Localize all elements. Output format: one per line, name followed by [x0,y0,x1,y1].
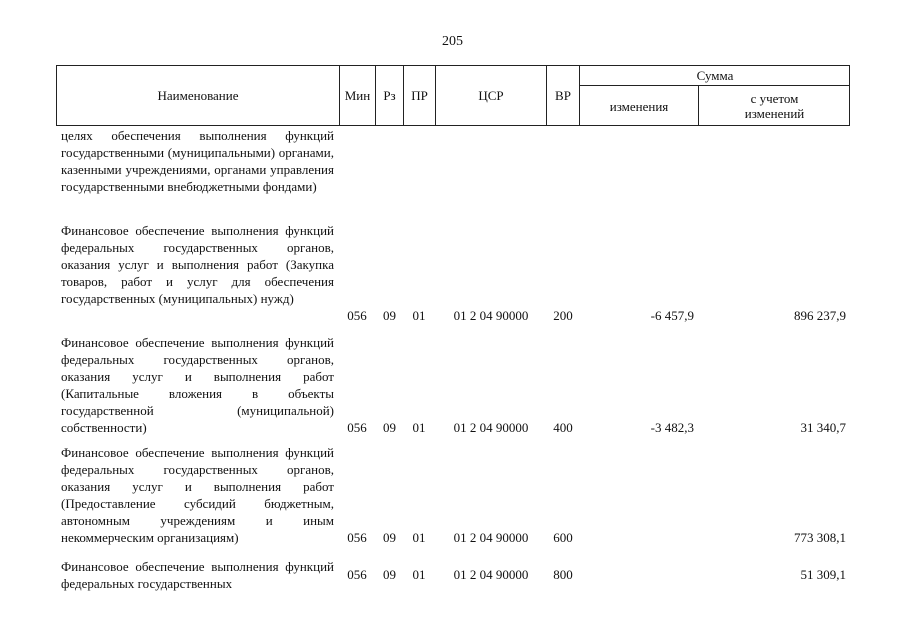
row-csr: 01 2 04 90000 [453,530,529,545]
header-name: Наименование [157,88,239,103]
row-name: Финансовое обеспечение выполнения функций федеральных государственных органов, оказания услуг и выполнения работ (Закупка товаров, работ и услуг для обеспечения государственных (муниципальных) нужд) [61,223,334,306]
row-vr: 600 [553,530,573,545]
row-rz: 09 [383,308,396,323]
row-vr: 800 [553,567,573,582]
row-name: Финансовое обеспечение выполнения функций федеральных государственных органов, оказания услуг и выполнения работ (Предоставление субсидий бюджетным, автономным учреждениям и иным некоммерческим организациям) [61,445,334,545]
row-min: 056 [347,420,367,435]
row-csr: 01 2 04 90000 [453,567,529,582]
row-rz: 09 [383,420,396,435]
header-vr: ВР [555,88,571,103]
header-total-line2: изменений [744,106,805,121]
row-pr: 01 [412,308,426,323]
header-csr: ЦСР [478,88,504,103]
row-pr: 01 [412,530,426,545]
row-total: 896 237,9 [794,308,846,323]
row-csr: 01 2 04 90000 [453,420,529,435]
header-change: изменения [609,98,669,114]
header-total [699,86,850,126]
header-sum: Сумма [696,68,734,83]
row-change: -3 482,3 [650,420,694,435]
header-rz: Рз [383,88,396,103]
header-min: Мин [344,88,371,103]
row-total: 773 308,1 [794,530,846,545]
row-total: 51 309,1 [800,567,846,582]
row-min: 056 [347,530,367,545]
row-vr: 400 [553,420,573,435]
row-rz: 09 [383,530,396,545]
row-pr: 01 [412,420,426,435]
row-pr: 01 [412,567,426,582]
row-change: -6 457,9 [650,308,694,323]
row-vr: 200 [553,308,573,323]
row-min: 056 [347,567,367,582]
row-csr: 01 2 04 90000 [453,308,529,323]
row-name: Финансовое обеспечение выполнения функций федеральных государственных [61,559,334,591]
row-rz: 09 [383,567,396,582]
row-name: Финансовое обеспечение выполнения функций федеральных государственных органов, оказания услуг и выполнения работ (Капитальные вложения в объекты государственной (муниципальной) собственности) [61,335,334,435]
row-total: 31 340,7 [800,420,846,435]
header-pr: ПР [411,88,428,103]
page-number: 205 [442,34,463,49]
header-total-line1: с учетом [750,91,799,106]
row-name: целях обеспечения выполнения функций государственными (муниципальными) органами, казенными учреждениями, органами управления государственными внебюджетными фондами) [61,128,334,194]
row-min: 056 [347,308,367,323]
